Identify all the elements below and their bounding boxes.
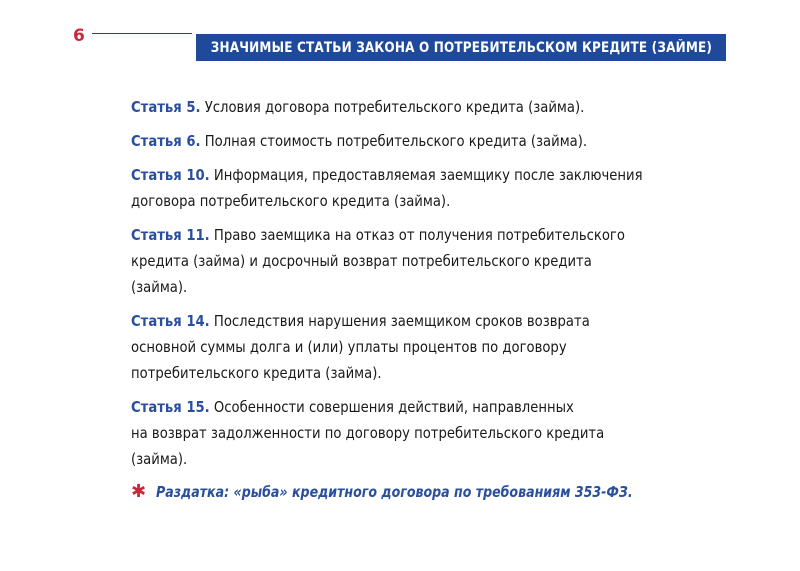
article-text-line: на возврат задолженности по договору потребительского кредита — [131, 424, 605, 442]
article-item — [131, 94, 691, 120]
article-label: Статья 15. — [131, 398, 210, 416]
article-text-line: Право заемщика на отказ от получения потребительского — [213, 226, 625, 244]
footnote-text: Раздатка: «рыба» кредитного договора по требованиям 353-ФЗ. — [156, 483, 633, 501]
article-text-line: потребительского кредита (займа). — [131, 364, 382, 382]
article-item — [131, 128, 691, 154]
article-text-line: Особенности совершения действий, направленных — [213, 398, 574, 416]
article-text-line: Последствия нарушения заемщиком сроков возврата — [213, 312, 590, 330]
article-text-line: основной суммы долга и (или) уплаты процентов по договору — [131, 338, 567, 356]
article-label: Статья 6. — [131, 132, 201, 150]
footnote — [131, 483, 724, 501]
articles-list — [131, 94, 691, 480]
article-item — [131, 308, 691, 386]
header-rule — [92, 33, 192, 34]
article-item — [131, 222, 691, 300]
article-text-line: (займа). — [131, 450, 188, 468]
article-text-line: (займа). — [131, 278, 188, 296]
article-label: Статья 11. — [131, 226, 210, 244]
article-text-line: Полная стоимость потребительского кредита (займа). — [204, 132, 588, 150]
header-title: ЗНАЧИМЫЕ СТАТЬИ ЗАКОНА О ПОТРЕБИТЕЛЬСКОМ КРЕДИТЕ (ЗАЙМЕ) — [210, 39, 712, 56]
article-label: Статья 10. — [131, 166, 210, 184]
header-band — [196, 34, 726, 61]
article-text-line: Условия договора потребительского кредита (займа). — [204, 98, 585, 116]
article-text-line: кредита (займа) и досрочный возврат потребительского кредита — [131, 252, 592, 270]
article-text-line: договора потребительского кредита (займа). — [131, 192, 451, 210]
article-item — [131, 162, 691, 214]
article-label: Статья 14. — [131, 312, 210, 330]
article-text-line: Информация, предоставляемая заемщику после заключения — [213, 166, 643, 184]
asterisk-icon: ✱ — [131, 481, 147, 502]
article-item — [131, 394, 691, 472]
page-number: 6 — [73, 26, 86, 46]
article-label: Статья 5. — [131, 98, 201, 116]
